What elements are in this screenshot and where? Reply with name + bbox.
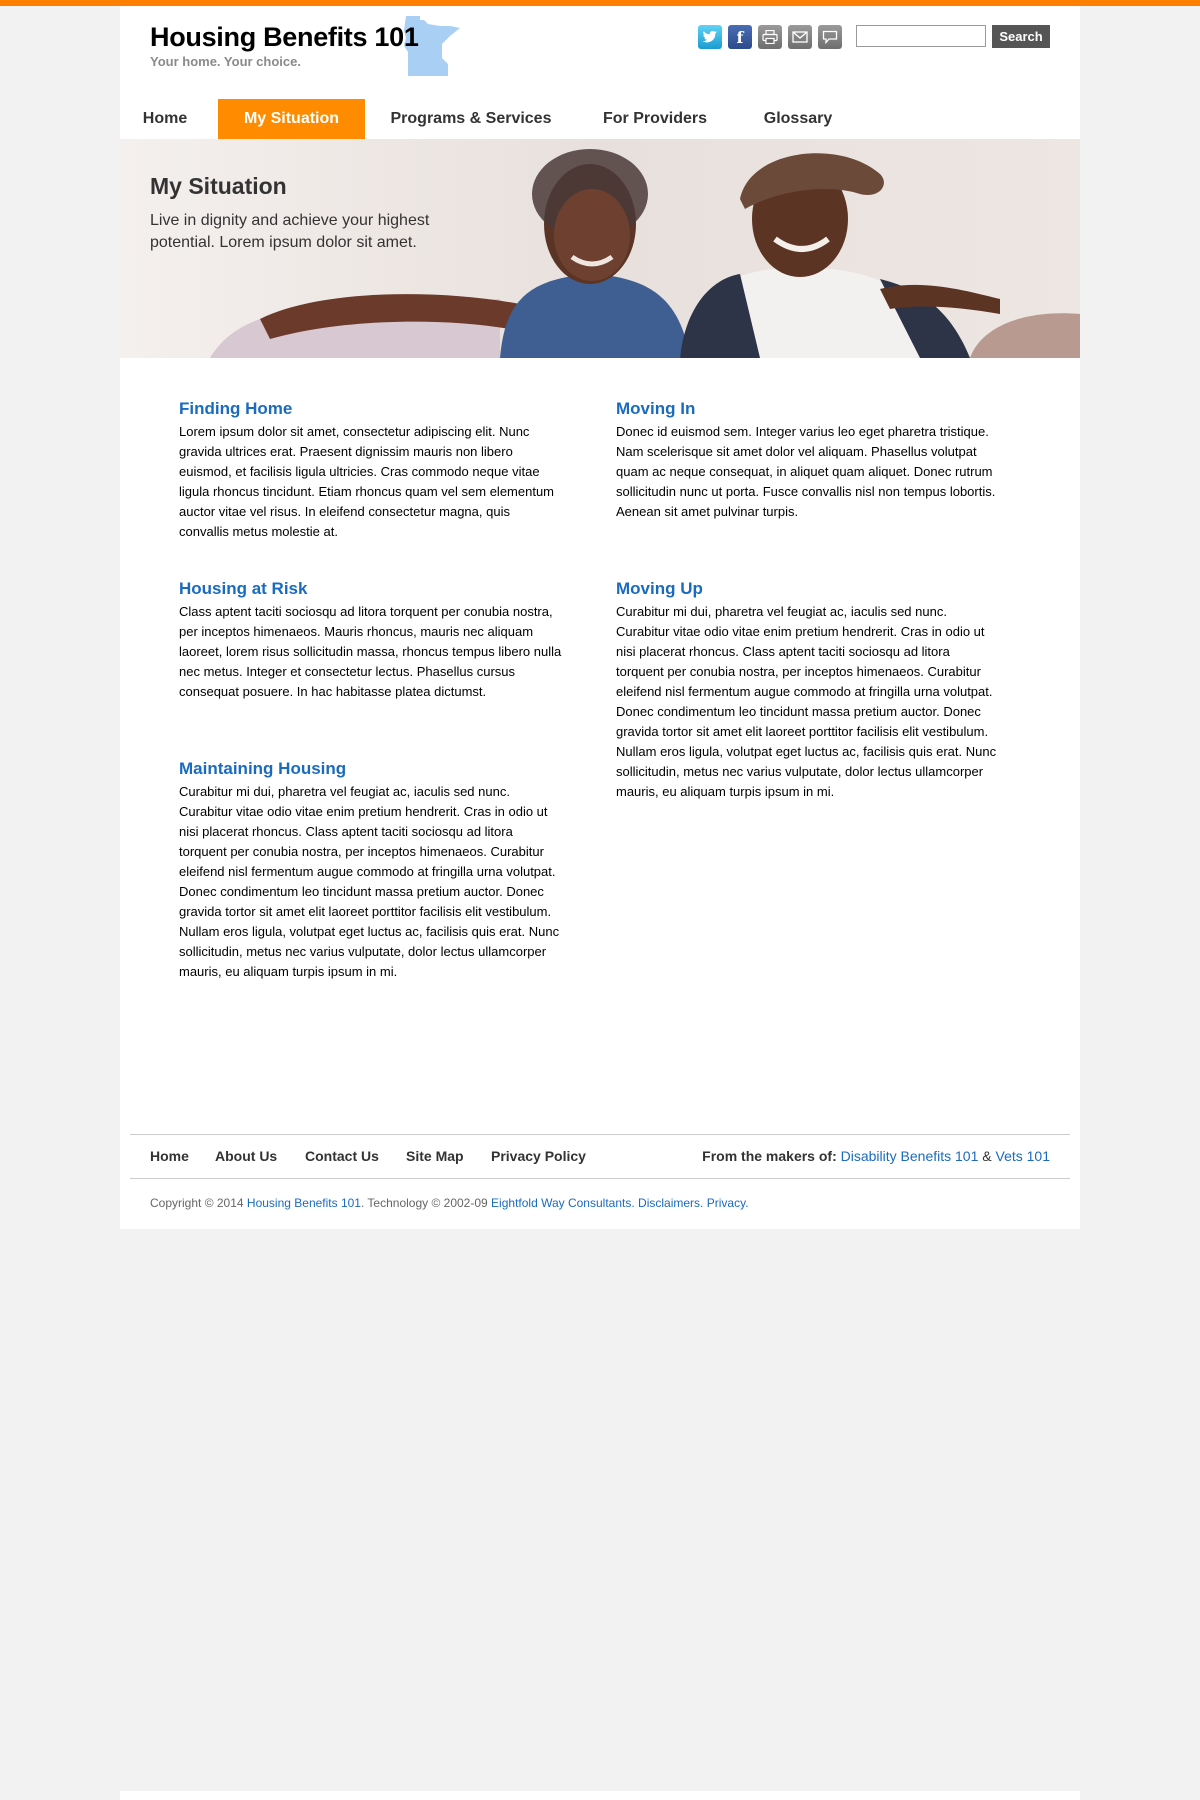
search-input[interactable] bbox=[856, 25, 986, 47]
section-title[interactable]: Housing at Risk bbox=[179, 579, 308, 598]
section-finding-home bbox=[179, 398, 563, 542]
section-paragraph: Donec condimentum leo tincidunt massa pretium auctor. Donec gravida tortor sit amet elit laoreet porttitor facilisis elit vestibulum. Nullam eros ligula, volutpat eget luctus ac, facilisis quis erat. Nunc sollicitudin, metus nec varius vulputate, dolor lectus ullamcorper mauris, eu aliquam turpis ipsum in mi. bbox=[179, 884, 560, 979]
nav-item-my-situation[interactable]: My Situation bbox=[218, 99, 365, 139]
nav-item-glossary[interactable]: Glossary bbox=[763, 110, 833, 127]
hero-banner bbox=[120, 139, 1080, 358]
section-paragraph: Lorem ipsum dolor sit amet, consectetur adipiscing elit. Nunc gravida ultrices erat. Praesent dignissim mauris non libero euismod, et facilisis ligula ultricies. Cras commodo neque vitae ligula rhoncus tincidunt. Etiam rhoncus quam vel sem elementum auctor vitae vel risus. In eleifend consectetur magna, quis convallis metus molestie at. bbox=[179, 424, 555, 539]
section-title[interactable]: Moving Up bbox=[616, 579, 703, 598]
technology-text: . Technology © 2002-09 bbox=[360, 1196, 488, 1210]
email-icon[interactable] bbox=[788, 25, 812, 49]
disclaimers-link[interactable]: Disclaimers bbox=[638, 1196, 701, 1210]
disability-benefits-link[interactable]: Disability Benefits 101 bbox=[840, 1148, 979, 1164]
twitter-icon[interactable] bbox=[698, 25, 722, 49]
makers-label: From the makers of: bbox=[702, 1148, 837, 1164]
section-moving-in bbox=[616, 398, 1000, 522]
vets-link[interactable]: Vets 101 bbox=[995, 1148, 1050, 1164]
footer-link-privacy-policy[interactable]: Privacy Policy bbox=[491, 1148, 586, 1164]
section-title[interactable]: Finding Home bbox=[179, 399, 293, 418]
page-container bbox=[120, 6, 1080, 1229]
nav-item-for-providers[interactable]: For Providers bbox=[602, 110, 708, 127]
comment-icon[interactable] bbox=[818, 25, 842, 49]
section-title[interactable]: Maintaining Housing bbox=[179, 759, 347, 778]
hero-title: My Situation bbox=[150, 173, 287, 199]
footer-divider-top bbox=[130, 1134, 1070, 1135]
separator: . bbox=[745, 1196, 749, 1210]
facebook-icon[interactable] bbox=[728, 25, 752, 49]
privacy-link[interactable]: Privacy bbox=[706, 1196, 746, 1210]
separator: . bbox=[700, 1196, 704, 1210]
consultants-link[interactable]: Eightfold Way Consultants bbox=[491, 1196, 632, 1210]
site-tagline: Your home. Your choice. bbox=[150, 54, 301, 69]
makers-ampersand: & bbox=[982, 1148, 992, 1164]
section-paragraph: Donec id euismod sem. Integer varius leo eget pharetra tristique. Nam scelerisque sit amet dolor vel aliquam. Phasellus volutpat quam ac neque consequat, in aliquet quam aliquet. Donec rutrum sollicitudin nunc ut porta. Fusce convallis nisl non tempus lobortis. Aenean sit amet pulvinar turpis. bbox=[616, 424, 996, 519]
copyright-site-link[interactable]: Housing Benefits 101 bbox=[246, 1196, 361, 1210]
main-nav bbox=[120, 99, 1080, 139]
footer-link-about-us[interactable]: About Us bbox=[215, 1148, 278, 1164]
footer-link-site-map[interactable]: Site Map bbox=[406, 1148, 464, 1164]
section-paragraph: Donec condimentum leo tincidunt massa pretium auctor. Donec gravida tortor sit amet elit laoreet porttitor facilisis elit vestibulum. Nullam eros ligula, volutpat eget luctus ac, facilisis quis erat. Nunc sollicitudin, metus nec varius vulputate, dolor lectus ullamcorper mauris, eu aliquam turpis ipsum in mi. bbox=[616, 704, 997, 799]
footer-divider-bottom bbox=[130, 1178, 1070, 1179]
section-maintaining-housing bbox=[179, 758, 563, 982]
footer-makers bbox=[702, 1146, 1050, 1166]
section-housing-at-risk bbox=[179, 578, 563, 702]
hero-text: Live in dignity and achieve your highest potential. Lorem ipsum dolor sit amet. bbox=[150, 212, 430, 251]
footer-link-home[interactable]: Home bbox=[150, 1148, 189, 1164]
nav-item-home[interactable]: Home bbox=[142, 110, 188, 127]
section-title[interactable]: Moving In bbox=[616, 399, 696, 418]
footer-link-contact-us[interactable]: Contact Us bbox=[305, 1148, 379, 1164]
section-paragraph: Class aptent taciti sociosqu ad litora torquent per conubia nostra, per inceptos himenaeos. Mauris rhoncus, mauris nec aliquam laoreet, lorem risus sollicitudin massa, rhoncus tempus libero nulla nec metus. Integer et consectetur lectus. Phasellus cursus consequat posuere. In hac habitasse platea dictumst. bbox=[179, 604, 562, 699]
copyright-prefix: Copyright © 2014 bbox=[150, 1196, 244, 1210]
search-button[interactable]: Search bbox=[992, 25, 1050, 48]
copyright-line bbox=[150, 1196, 749, 1210]
facebook-glyph: f bbox=[736, 27, 744, 47]
nav-item-programs-services[interactable]: Programs & Services bbox=[390, 110, 552, 127]
site-title[interactable]: Housing Benefits 101 bbox=[150, 22, 419, 52]
separator: . bbox=[631, 1196, 635, 1210]
section-paragraph: Curabitur mi dui, pharetra vel feugiat ac, iaculis sed nunc. Curabitur vitae odio vitae enim pretium hendrerit. Cras in odio ut nisi placerat rhoncus. Class aptent taciti sociosqu ad litora torquent per conubia nostra, per inceptos himenaeos. Curabitur eleifend nisl fermentum augue commodo at fringilla urna volutpat. bbox=[616, 604, 993, 699]
section-moving-up bbox=[616, 578, 1000, 802]
social-toolbar bbox=[698, 25, 842, 49]
section-paragraph: Curabitur mi dui, pharetra vel feugiat ac, iaculis sed nunc. Curabitur vitae odio vitae enim pretium hendrerit. Cras in odio ut nisi placerat rhoncus. Class aptent taciti sociosqu ad litora torquent per conubia nostra, per inceptos himenaeos. Curabitur eleifend nisl fermentum augue commodo at fringilla urna volutpat. bbox=[179, 784, 556, 879]
bottom-page-strip bbox=[120, 1791, 1080, 1800]
print-icon[interactable] bbox=[758, 25, 782, 49]
